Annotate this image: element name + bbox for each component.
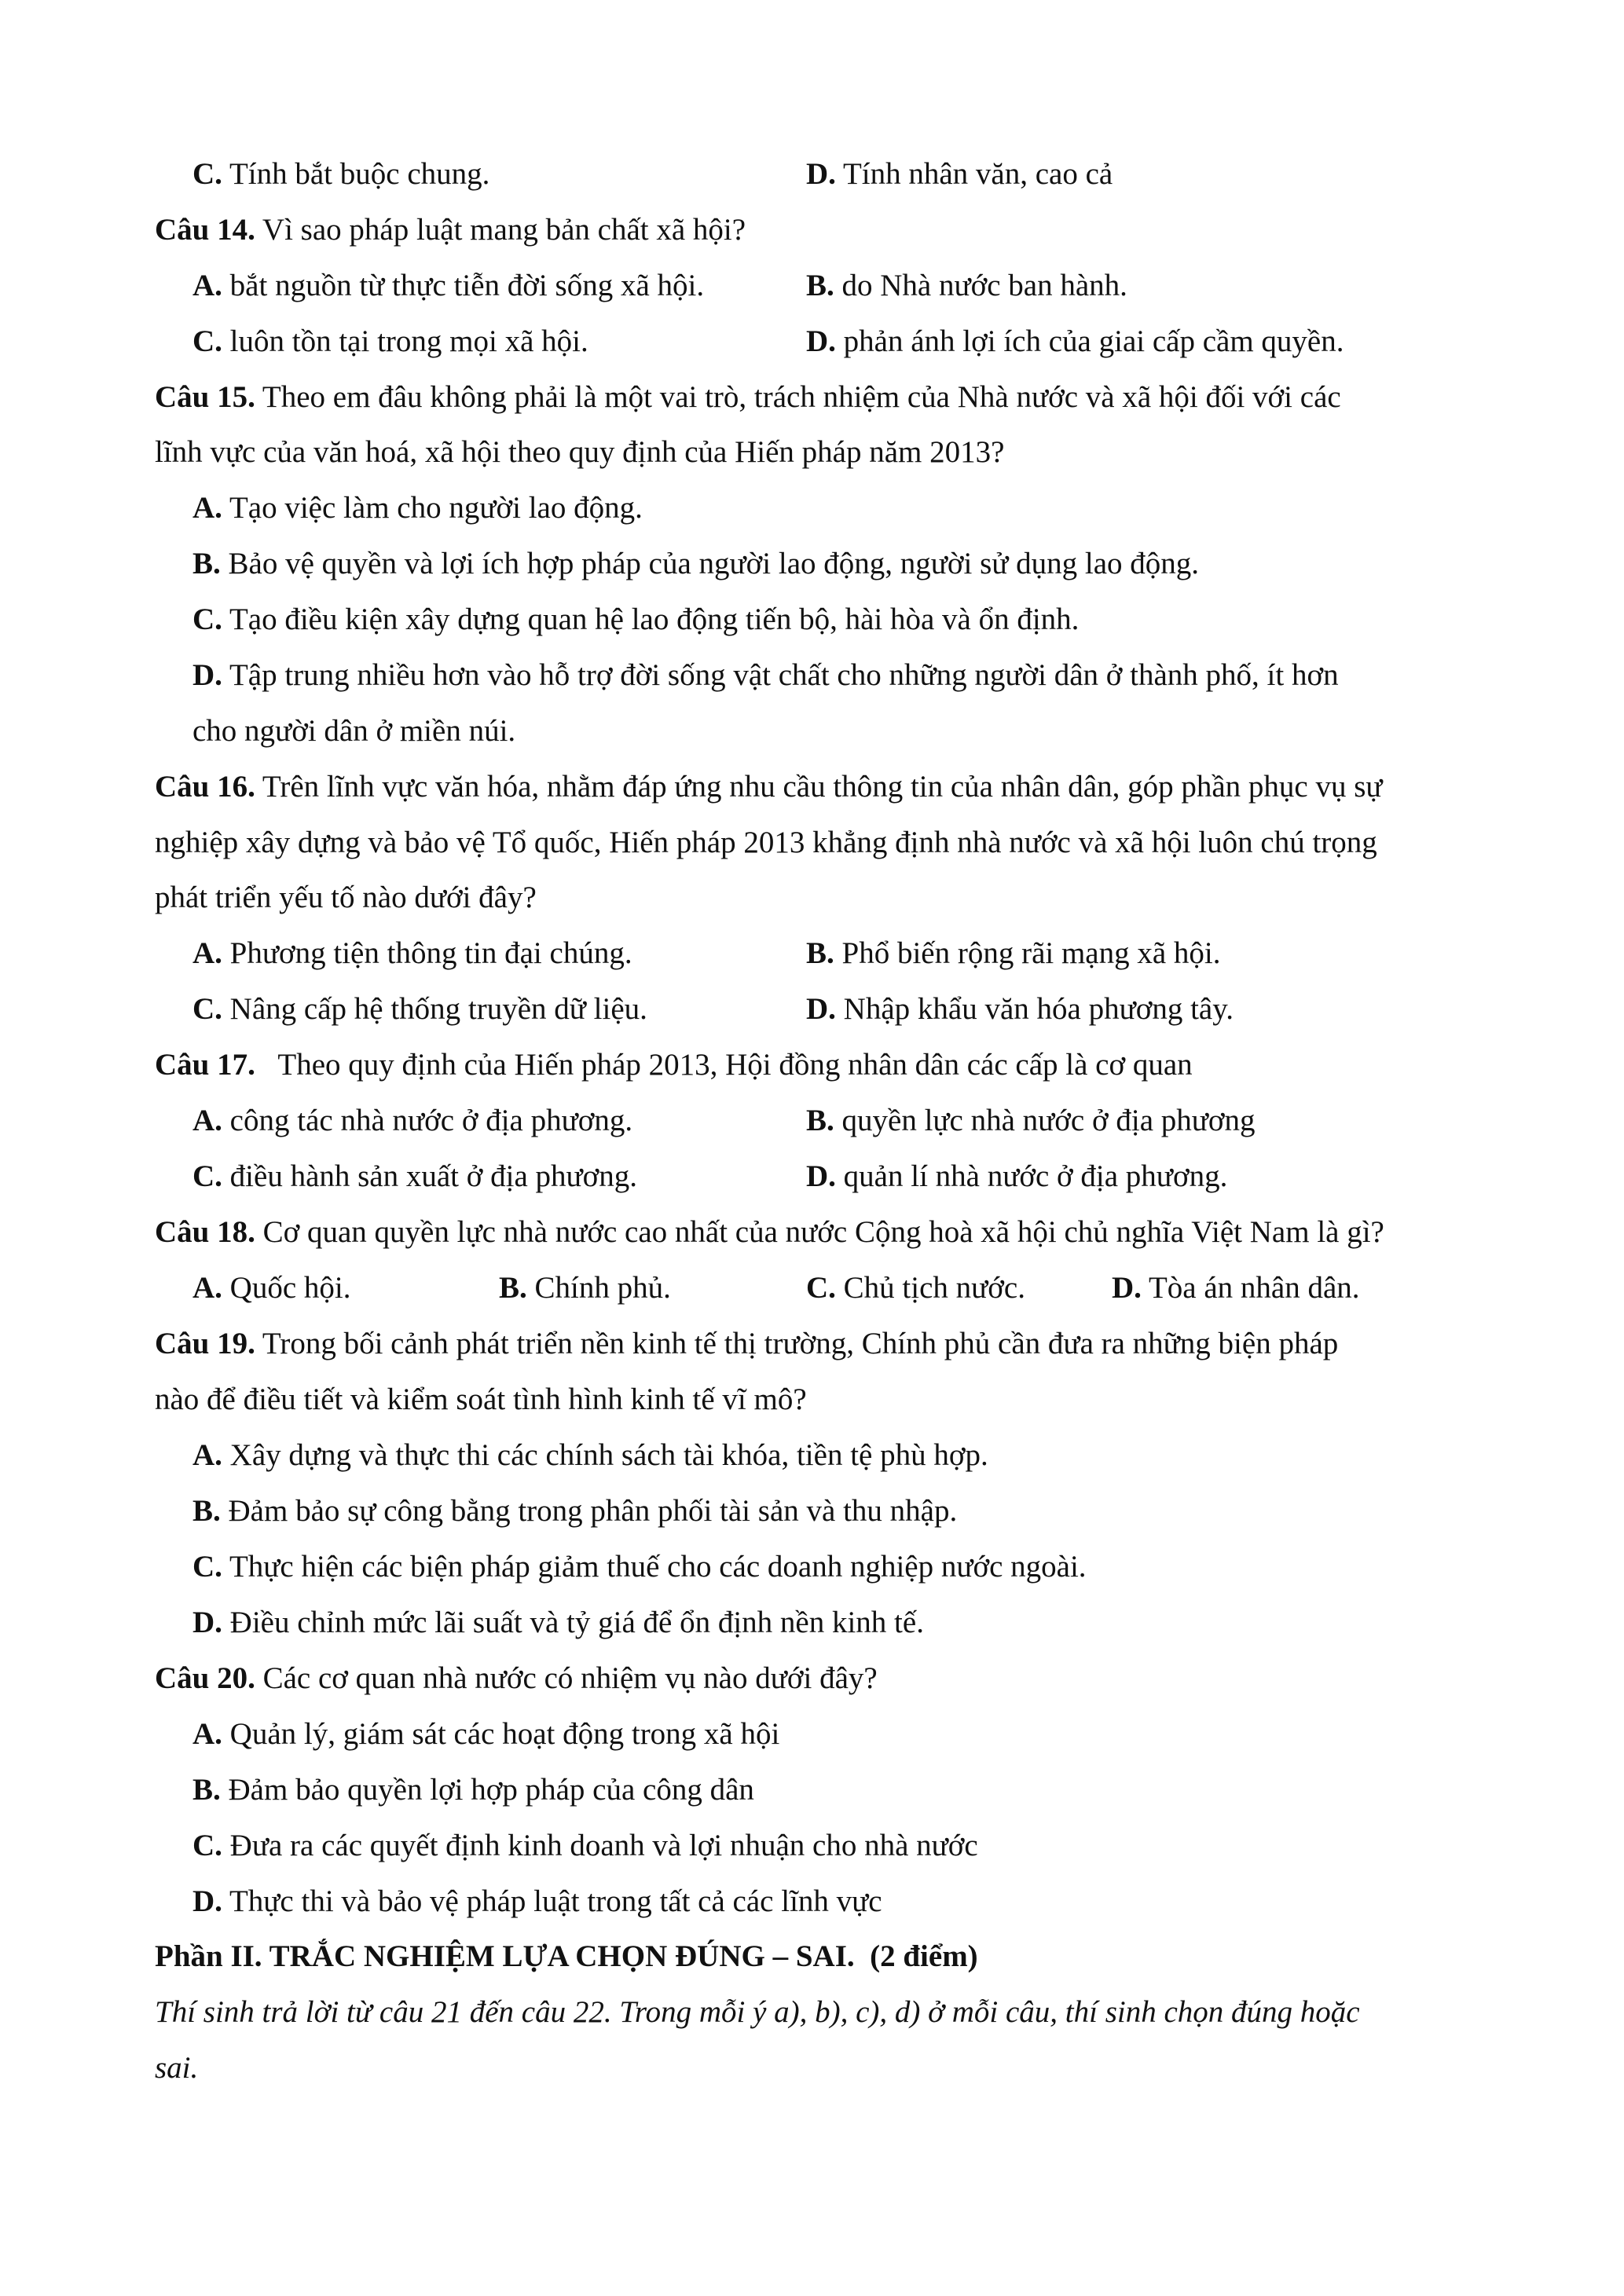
q18-option-b: B. Chính phủ.: [499, 1271, 671, 1305]
q15-option-a: A. Tạo việc làm cho người lao động.: [192, 491, 643, 525]
q17-option-a: A. công tác nhà nước ở địa phương.: [192, 1104, 633, 1137]
q20-stem: Câu 20. Các cơ quan nhà nước có nhiệm vụ nào dưới đây?: [155, 1661, 878, 1695]
q20-option-a: A. Quản lý, giám sát các hoạt động trong xã hội: [192, 1717, 780, 1751]
q13-option-d: D. Tính nhân văn, cao cả: [806, 157, 1113, 191]
q18-option-d: D. Tòa án nhân dân.: [1112, 1271, 1360, 1305]
q16-option-b: B. Phổ biến rộng rãi mạng xã hội.: [806, 936, 1221, 970]
q16-stem-cont: nghiệp xây dựng và bảo vệ Tổ quốc, Hiến pháp 2013 khẳng định nhà nước và xã hội luôn chú trọng: [155, 826, 1377, 859]
q17-option-b: B. quyền lực nhà nước ở địa phương: [806, 1104, 1256, 1137]
q14-option-b: B. do Nhà nước ban hành.: [806, 269, 1127, 302]
q15-stem: Câu 15. Theo em đâu không phải là một vai trò, trách nhiệm của Nhà nước và xã hội đối với các: [155, 380, 1341, 414]
q15-option-c: C. Tạo điều kiện xây dựng quan hệ lao động tiến bộ, hài hòa và ổn định.: [192, 602, 1080, 636]
q14-option-a: A. bắt nguồn từ thực tiễn đời sống xã hội.: [192, 269, 705, 302]
q16-stem: Câu 16. Trên lĩnh vực văn hóa, nhằm đáp ứng nhu cầu thông tin của nhân dân, góp phần phục vụ sự: [155, 770, 1383, 804]
q16-option-d: D. Nhập khẩu văn hóa phương tây.: [806, 992, 1234, 1026]
part2-heading: Phần II. TRẮC NGHIỆM LỰA CHỌN ĐÚNG – SAI. (2 điểm): [155, 1939, 978, 1973]
q18-option-c: C. Chủ tịch nước.: [806, 1271, 1025, 1305]
q14-option-d: D. phản ánh lợi ích của giai cấp cầm quyền.: [806, 324, 1344, 358]
q17-stem: Câu 17. Theo quy định của Hiến pháp 2013, Hội đồng nhân dân các cấp là cơ quan: [155, 1048, 1193, 1082]
part2-instruction: Thí sinh trả lời từ câu 21 đến câu 22. Trong mỗi ý a), b), c), d) ở mỗi câu, thí sinh chọn đúng hoặc: [155, 1995, 1360, 2029]
q16-option-c: C. Nâng cấp hệ thống truyền dữ liệu.: [192, 992, 647, 1026]
q18-option-a: A. Quốc hội.: [192, 1271, 351, 1305]
q15-option-d: D. Tập trung nhiều hơn vào hỗ trợ đời sống vật chất cho những người dân ở thành phố, ít hơn: [192, 658, 1339, 692]
q19-stem-cont: nào để điều tiết và kiểm soát tình hình kinh tế vĩ mô?: [155, 1382, 807, 1416]
q20-option-c: C. Đưa ra các quyết định kinh doanh và lợi nhuận cho nhà nước: [192, 1829, 978, 1862]
q14-option-c: C. luôn tồn tại trong mọi xã hội.: [192, 324, 588, 358]
q18-stem: Câu 18. Cơ quan quyền lực nhà nước cao nhất của nước Cộng hoà xã hội chủ nghĩa Việt Nam là gì?: [155, 1215, 1384, 1249]
q19-stem: Câu 19. Trong bối cảnh phát triển nền kinh tế thị trường, Chính phủ cần đưa ra những biện pháp: [155, 1327, 1339, 1360]
q15-option-d-cont: cho người dân ở miền núi.: [192, 714, 516, 748]
q16-option-a: A. Phương tiện thông tin đại chúng.: [192, 936, 632, 970]
q15-stem-cont: lĩnh vực của văn hoá, xã hội theo quy định của Hiến pháp năm 2013?: [155, 435, 1005, 469]
part2-instruction-cont: sai.: [155, 2051, 199, 2085]
q17-option-d: D. quản lí nhà nước ở địa phương.: [806, 1159, 1228, 1193]
q17-option-c: C. điều hành sản xuất ở địa phương.: [192, 1159, 638, 1193]
q16-stem-cont2: phát triển yếu tố nào dưới đây?: [155, 881, 537, 914]
q19-option-d: D. Điều chỉnh mức lãi suất và tỷ giá để ổn định nền kinh tế.: [192, 1606, 924, 1639]
q15-option-b: B. Bảo vệ quyền và lợi ích hợp pháp của người lao động, người sử dụng lao động.: [192, 547, 1200, 580]
q13-option-c: C. Tính bắt buộc chung.: [192, 157, 490, 191]
q19-option-a: A. Xây dựng và thực thi các chính sách tài khóa, tiền tệ phù hợp.: [192, 1438, 988, 1472]
q19-option-b: B. Đảm bảo sự công bằng trong phân phối tài sản và thu nhập.: [192, 1494, 958, 1528]
q20-option-b: B. Đảm bảo quyền lợi hợp pháp của công dân: [192, 1773, 754, 1807]
q19-option-c: C. Thực hiện các biện pháp giảm thuế cho các doanh nghiệp nước ngoài.: [192, 1550, 1087, 1584]
q14-stem: Câu 14. Vì sao pháp luật mang bản chất xã hội?: [155, 213, 746, 247]
q20-option-d: D. Thực thi và bảo vệ pháp luật trong tất cả các lĩnh vực: [192, 1884, 882, 1918]
